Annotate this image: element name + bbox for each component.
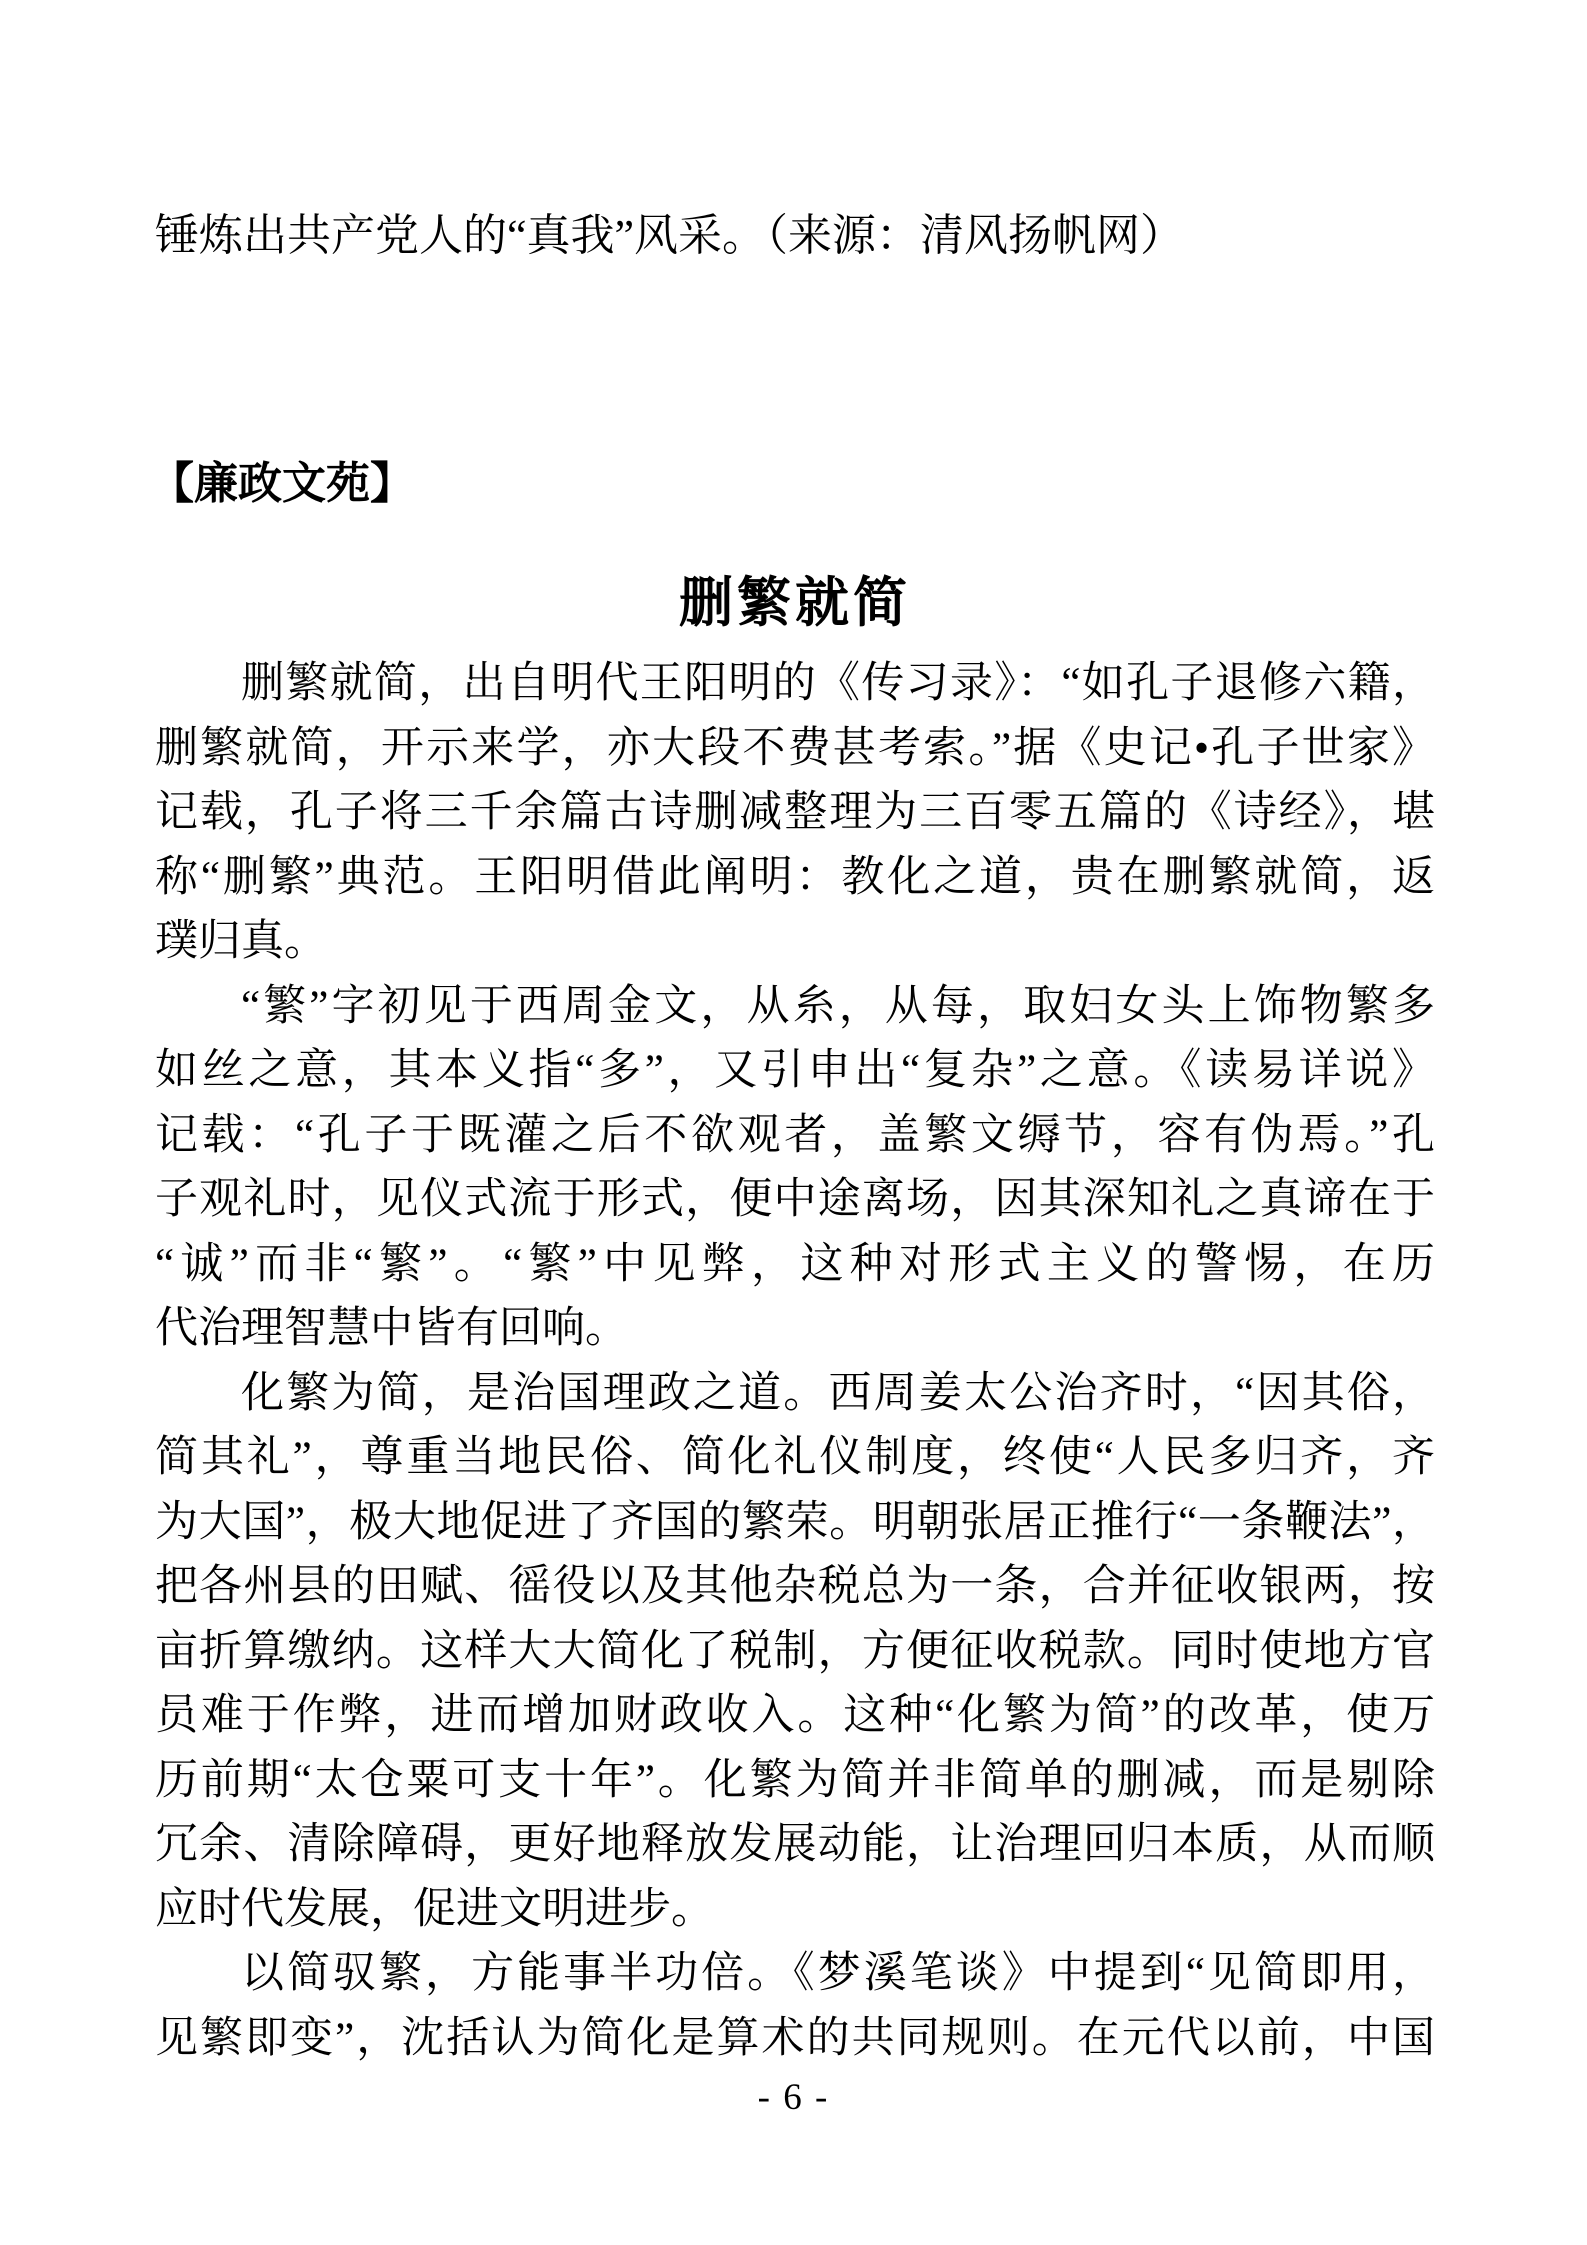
text-line: “诚”而非“繁”。“繁”中见弊，这种对形式主义的警惕，在历	[155, 1240, 1435, 1288]
text-line: 历前期“太仓粟可支十年”。化繁为简并非简单的删减，而是剔除	[155, 1756, 1435, 1804]
page-number: - 6 -	[757, 2077, 830, 2118]
text-line: 亩折算缴纳。这样大大简化了税制，方便征收税款。同时使地方官	[155, 1627, 1435, 1675]
article-body	[155, 652, 1435, 2071]
continuation-paragraph-line: 锤炼出共产党人的“真我”风采。（来源：清风扬帆网）	[155, 211, 1185, 260]
text-line: 冗余、清除障碍，更好地释放发展动能，让治理回归本质，从而顺	[155, 1821, 1435, 1868]
text-line: “繁”字初见于西周金文，从糸，从每，取妇女头上饰物繁多	[241, 982, 1435, 1030]
section-header: 【廉政文苑】	[150, 459, 414, 508]
text-line: 见繁即变”，沈括认为简化是算术的共同规则。在元代以前，中国	[155, 2014, 1435, 2062]
text-line: 删繁就简，开示来学，亦大段不费甚考索。”据《史记•孔子世家》	[155, 724, 1435, 772]
text-line: 记载：“孔子于既灌之后不欲观者，盖繁文缛节，容有伪焉。”孔	[155, 1111, 1435, 1159]
text-line: 应时代发展，促进文明进步。	[155, 1885, 714, 1933]
text-line: 删繁就简，出自明代王阳明的《传习录》：“如孔子退修六籍，	[241, 660, 1435, 707]
text-line: 员难于作弊，进而增加财政收入。这种“化繁为简”的改革，使万	[155, 1692, 1435, 1739]
article-title: 删繁就简	[679, 573, 911, 633]
text-line: 为大国”，极大地促进了齐国的繁荣。明朝张居正推行“一条鞭法”，	[155, 1498, 1435, 1546]
text-line: 记载，孔子将三千余篇古诗删减整理为三百零五篇的《诗经》，堪	[155, 789, 1435, 836]
text-line: 代治理智慧中皆有回响。	[155, 1305, 628, 1352]
text-line: 以简驭繁，方能事半功倍。《梦溪笔谈》中提到“见简即用，	[241, 1950, 1435, 1997]
text-line: 璞归真。	[155, 918, 327, 965]
text-line: 如丝之意，其本义指“多”，又引申出“复杂”之意。《读易详说》	[155, 1047, 1435, 1094]
text-line: 简其礼”，尊重当地民俗、简化礼仪制度，终使“人民多归齐，齐	[155, 1434, 1435, 1481]
text-line: 称“删繁”典范。王阳明借此阐明：教化之道，贵在删繁就简，返	[155, 853, 1435, 901]
text-line: 把各州县的田赋、徭役以及其他杂税总为一条，合并征收银两，按	[155, 1563, 1435, 1610]
text-line: 化繁为简，是治国理政之道。西周姜太公治齐时，“因其俗，	[241, 1369, 1435, 1417]
text-line: 子观礼时，见仪式流于形式，便中途离场，因其深知礼之真谛在于	[155, 1176, 1435, 1223]
